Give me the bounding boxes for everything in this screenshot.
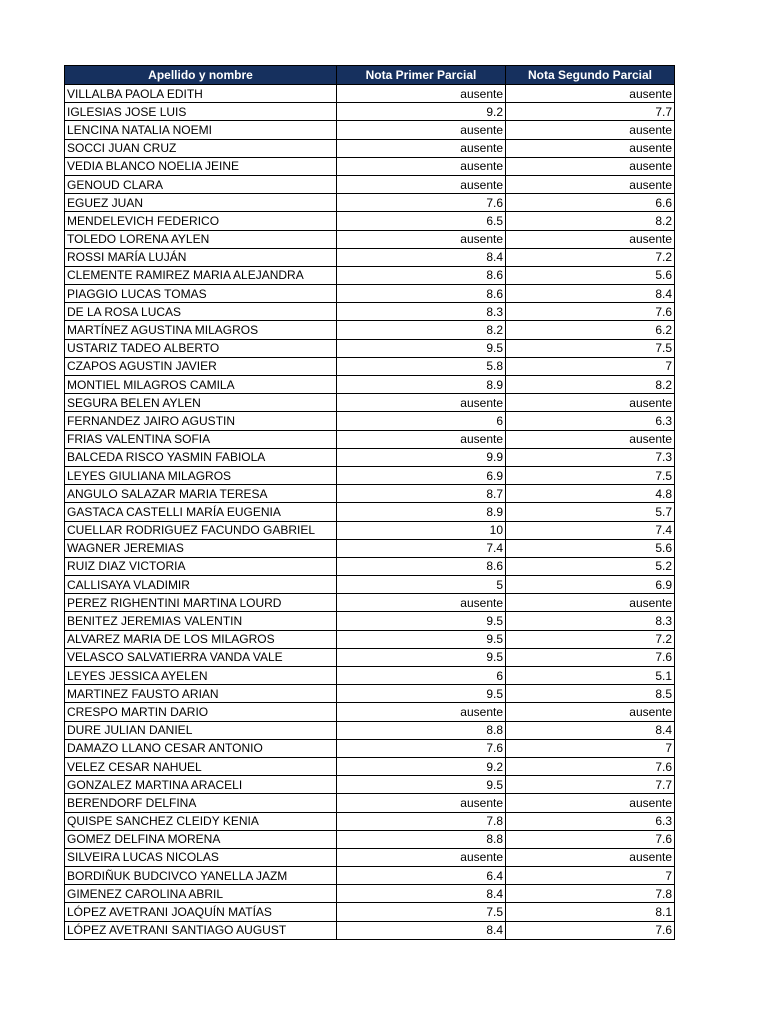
table-row bbox=[65, 139, 675, 157]
table-row bbox=[65, 394, 675, 412]
first-exam-grade-cell: ausente bbox=[337, 85, 506, 103]
table-row bbox=[65, 85, 675, 103]
student-name-cell: WAGNER JEREMIAS bbox=[65, 539, 337, 557]
table-row bbox=[65, 430, 675, 448]
second-exam-grade-cell: 7.5 bbox=[506, 466, 675, 484]
student-name-cell: ALVAREZ MARIA DE LOS MILAGROS bbox=[65, 630, 337, 648]
second-exam-grade-cell: 7.5 bbox=[506, 339, 675, 357]
student-name-cell: BENITEZ JEREMIAS VALENTIN bbox=[65, 612, 337, 630]
table-row bbox=[65, 321, 675, 339]
second-exam-grade-cell: 8.5 bbox=[506, 685, 675, 703]
table-row bbox=[65, 648, 675, 666]
second-exam-grade-cell: 7.6 bbox=[506, 921, 675, 939]
student-name-cell: MENDELEVICH FEDERICO bbox=[65, 212, 337, 230]
table-row bbox=[65, 812, 675, 830]
second-exam-grade-cell: 8.1 bbox=[506, 903, 675, 921]
second-exam-grade-cell: 7.7 bbox=[506, 103, 675, 121]
second-exam-grade-cell: 5.2 bbox=[506, 557, 675, 575]
first-exam-grade-cell: 10 bbox=[337, 521, 506, 539]
student-name-cell: VELEZ CESAR NAHUEL bbox=[65, 757, 337, 775]
second-exam-grade-cell: 7 bbox=[506, 739, 675, 757]
table-row bbox=[65, 194, 675, 212]
student-name-cell: VEDIA BLANCO NOELIA JEINE bbox=[65, 157, 337, 175]
second-exam-grade-cell: 7 bbox=[506, 867, 675, 885]
first-exam-grade-cell: ausente bbox=[337, 430, 506, 448]
first-exam-grade-cell: 8.6 bbox=[337, 266, 506, 284]
table-row bbox=[65, 285, 675, 303]
student-name-cell: CRESPO MARTIN DARIO bbox=[65, 703, 337, 721]
header-row bbox=[65, 66, 675, 85]
table-row bbox=[65, 303, 675, 321]
second-exam-grade-cell: 7.8 bbox=[506, 885, 675, 903]
first-exam-grade-cell: 8.7 bbox=[337, 485, 506, 503]
first-exam-grade-cell: ausente bbox=[337, 848, 506, 866]
table-row bbox=[65, 212, 675, 230]
first-exam-grade-cell: ausente bbox=[337, 794, 506, 812]
second-exam-grade-cell: 7.7 bbox=[506, 776, 675, 794]
second-exam-grade-cell: 8.4 bbox=[506, 721, 675, 739]
first-exam-grade-cell: 5 bbox=[337, 576, 506, 594]
first-exam-grade-cell: 8.8 bbox=[337, 721, 506, 739]
student-name-cell: PIAGGIO LUCAS TOMAS bbox=[65, 285, 337, 303]
second-exam-grade-cell: 5.1 bbox=[506, 667, 675, 685]
second-exam-grade-cell: ausente bbox=[506, 594, 675, 612]
student-name-cell: SEGURA BELEN AYLEN bbox=[65, 394, 337, 412]
first-exam-grade-cell: 8.4 bbox=[337, 921, 506, 939]
table-row bbox=[65, 503, 675, 521]
first-exam-grade-cell: ausente bbox=[337, 703, 506, 721]
column-header-name: Apellido y nombre bbox=[65, 66, 337, 85]
table-row bbox=[65, 448, 675, 466]
column-header-second-exam: Nota Segundo Parcial bbox=[506, 66, 675, 85]
column-header-first-exam: Nota Primer Parcial bbox=[337, 66, 506, 85]
second-exam-grade-cell: ausente bbox=[506, 794, 675, 812]
first-exam-grade-cell: ausente bbox=[337, 394, 506, 412]
table-row bbox=[65, 903, 675, 921]
second-exam-grade-cell: ausente bbox=[506, 121, 675, 139]
table-row bbox=[65, 357, 675, 375]
second-exam-grade-cell: 7.2 bbox=[506, 248, 675, 266]
table-row bbox=[65, 667, 675, 685]
first-exam-grade-cell: 7.4 bbox=[337, 539, 506, 557]
second-exam-grade-cell: 6.2 bbox=[506, 321, 675, 339]
first-exam-grade-cell: 6.5 bbox=[337, 212, 506, 230]
student-name-cell: PEREZ RIGHENTINI MARTINA LOURD bbox=[65, 594, 337, 612]
table-row bbox=[65, 339, 675, 357]
student-name-cell: SILVEIRA LUCAS NICOLAS bbox=[65, 848, 337, 866]
table-row bbox=[65, 248, 675, 266]
first-exam-grade-cell: 8.8 bbox=[337, 830, 506, 848]
table-row bbox=[65, 776, 675, 794]
table-row bbox=[65, 157, 675, 175]
first-exam-grade-cell: 9.5 bbox=[337, 339, 506, 357]
table-row bbox=[65, 721, 675, 739]
student-name-cell: LÓPEZ AVETRANI JOAQUÍN MATÍAS bbox=[65, 903, 337, 921]
first-exam-grade-cell: ausente bbox=[337, 157, 506, 175]
first-exam-grade-cell: 9.5 bbox=[337, 648, 506, 666]
second-exam-grade-cell: 6.3 bbox=[506, 412, 675, 430]
student-name-cell: LEYES JESSICA AYELEN bbox=[65, 667, 337, 685]
first-exam-grade-cell: 8.3 bbox=[337, 303, 506, 321]
first-exam-grade-cell: ausente bbox=[337, 139, 506, 157]
table-row bbox=[65, 521, 675, 539]
second-exam-grade-cell: 4.8 bbox=[506, 485, 675, 503]
table-row bbox=[65, 376, 675, 394]
table-row bbox=[65, 103, 675, 121]
table-row bbox=[65, 576, 675, 594]
student-name-cell: BORDIÑUK BUDCIVCO YANELLA JAZM bbox=[65, 867, 337, 885]
table-body bbox=[65, 85, 675, 940]
first-exam-grade-cell: 8.6 bbox=[337, 285, 506, 303]
table-row bbox=[65, 539, 675, 557]
student-name-cell: GOMEZ DELFINA MORENA bbox=[65, 830, 337, 848]
second-exam-grade-cell: 8.4 bbox=[506, 285, 675, 303]
second-exam-grade-cell: 6.3 bbox=[506, 812, 675, 830]
second-exam-grade-cell: 5.6 bbox=[506, 539, 675, 557]
table-row bbox=[65, 175, 675, 193]
student-name-cell: LÓPEZ AVETRANI SANTIAGO AUGUST bbox=[65, 921, 337, 939]
second-exam-grade-cell: 8.2 bbox=[506, 376, 675, 394]
student-name-cell: TOLEDO LORENA AYLEN bbox=[65, 230, 337, 248]
first-exam-grade-cell: 7.8 bbox=[337, 812, 506, 830]
first-exam-grade-cell: 9.5 bbox=[337, 630, 506, 648]
student-name-cell: CLEMENTE RAMIREZ MARIA ALEJANDRA bbox=[65, 266, 337, 284]
first-exam-grade-cell: ausente bbox=[337, 594, 506, 612]
second-exam-grade-cell: ausente bbox=[506, 157, 675, 175]
first-exam-grade-cell: 6 bbox=[337, 667, 506, 685]
first-exam-grade-cell: 6.4 bbox=[337, 867, 506, 885]
second-exam-grade-cell: 7.6 bbox=[506, 303, 675, 321]
table-row bbox=[65, 757, 675, 775]
table-row bbox=[65, 885, 675, 903]
table-row bbox=[65, 412, 675, 430]
second-exam-grade-cell: 7.3 bbox=[506, 448, 675, 466]
student-name-cell: LEYES GIULIANA MILAGROS bbox=[65, 466, 337, 484]
second-exam-grade-cell: 6.6 bbox=[506, 194, 675, 212]
student-name-cell: GIMENEZ CAROLINA ABRIL bbox=[65, 885, 337, 903]
first-exam-grade-cell: 8.6 bbox=[337, 557, 506, 575]
first-exam-grade-cell: 9.5 bbox=[337, 685, 506, 703]
table-header bbox=[65, 66, 675, 85]
second-exam-grade-cell: 7.6 bbox=[506, 648, 675, 666]
second-exam-grade-cell: 7.6 bbox=[506, 757, 675, 775]
first-exam-grade-cell: 8.9 bbox=[337, 376, 506, 394]
second-exam-grade-cell: ausente bbox=[506, 394, 675, 412]
table-row bbox=[65, 848, 675, 866]
student-name-cell: DE LA ROSA LUCAS bbox=[65, 303, 337, 321]
table-row bbox=[65, 739, 675, 757]
student-name-cell: QUISPE SANCHEZ CLEIDY KENIA bbox=[65, 812, 337, 830]
student-name-cell: BALCEDA RISCO YASMIN FABIOLA bbox=[65, 448, 337, 466]
second-exam-grade-cell: ausente bbox=[506, 175, 675, 193]
student-name-cell: RUIZ DIAZ VICTORIA bbox=[65, 557, 337, 575]
first-exam-grade-cell: ausente bbox=[337, 121, 506, 139]
second-exam-grade-cell: 5.7 bbox=[506, 503, 675, 521]
first-exam-grade-cell: 7.6 bbox=[337, 739, 506, 757]
student-name-cell: MONTIEL MILAGROS CAMILA bbox=[65, 376, 337, 394]
first-exam-grade-cell: 8.2 bbox=[337, 321, 506, 339]
table-row bbox=[65, 612, 675, 630]
student-name-cell: MARTÍNEZ AGUSTINA MILAGROS bbox=[65, 321, 337, 339]
student-name-cell: FRIAS VALENTINA SOFIA bbox=[65, 430, 337, 448]
first-exam-grade-cell: 7.5 bbox=[337, 903, 506, 921]
second-exam-grade-cell: 8.2 bbox=[506, 212, 675, 230]
student-name-cell: IGLESIAS JOSE LUIS bbox=[65, 103, 337, 121]
second-exam-grade-cell: ausente bbox=[506, 230, 675, 248]
student-name-cell: CUELLAR RODRIGUEZ FACUNDO GABRIEL bbox=[65, 521, 337, 539]
table-row bbox=[65, 594, 675, 612]
first-exam-grade-cell: 8.4 bbox=[337, 885, 506, 903]
table-row bbox=[65, 921, 675, 939]
table-row bbox=[65, 867, 675, 885]
student-name-cell: DURE JULIAN DANIEL bbox=[65, 721, 337, 739]
student-name-cell: GASTACA CASTELLI MARÍA EUGENIA bbox=[65, 503, 337, 521]
student-name-cell: EGUEZ JUAN bbox=[65, 194, 337, 212]
table-row bbox=[65, 466, 675, 484]
first-exam-grade-cell: 6.9 bbox=[337, 466, 506, 484]
student-name-cell: ROSSI MARÍA LUJÁN bbox=[65, 248, 337, 266]
table-row bbox=[65, 685, 675, 703]
first-exam-grade-cell: 9.9 bbox=[337, 448, 506, 466]
second-exam-grade-cell: 5.6 bbox=[506, 266, 675, 284]
first-exam-grade-cell: 8.4 bbox=[337, 248, 506, 266]
student-name-cell: DAMAZO LLANO CESAR ANTONIO bbox=[65, 739, 337, 757]
second-exam-grade-cell: ausente bbox=[506, 848, 675, 866]
first-exam-grade-cell: 9.2 bbox=[337, 757, 506, 775]
first-exam-grade-cell: ausente bbox=[337, 230, 506, 248]
student-name-cell: CZAPOS AGUSTIN JAVIER bbox=[65, 357, 337, 375]
second-exam-grade-cell: ausente bbox=[506, 139, 675, 157]
table-row bbox=[65, 794, 675, 812]
first-exam-grade-cell: 7.6 bbox=[337, 194, 506, 212]
student-name-cell: VILLALBA PAOLA EDITH bbox=[65, 85, 337, 103]
table-row bbox=[65, 557, 675, 575]
second-exam-grade-cell: 7 bbox=[506, 357, 675, 375]
second-exam-grade-cell: 7.6 bbox=[506, 830, 675, 848]
student-name-cell: FERNANDEZ JAIRO AGUSTIN bbox=[65, 412, 337, 430]
student-name-cell: GENOUD CLARA bbox=[65, 175, 337, 193]
student-name-cell: ANGULO SALAZAR MARIA TERESA bbox=[65, 485, 337, 503]
second-exam-grade-cell: ausente bbox=[506, 430, 675, 448]
student-name-cell: BERENDORF DELFINA bbox=[65, 794, 337, 812]
grades-table bbox=[64, 65, 675, 940]
table-row bbox=[65, 266, 675, 284]
student-name-cell: LENCINA NATALIA NOEMI bbox=[65, 121, 337, 139]
second-exam-grade-cell: ausente bbox=[506, 703, 675, 721]
second-exam-grade-cell: ausente bbox=[506, 85, 675, 103]
student-name-cell: USTARIZ TADEO ALBERTO bbox=[65, 339, 337, 357]
first-exam-grade-cell: 9.5 bbox=[337, 612, 506, 630]
student-name-cell: GONZALEZ MARTINA ARACELI bbox=[65, 776, 337, 794]
table-row bbox=[65, 230, 675, 248]
student-name-cell: VELASCO SALVATIERRA VANDA VALE bbox=[65, 648, 337, 666]
first-exam-grade-cell: ausente bbox=[337, 175, 506, 193]
table-row bbox=[65, 630, 675, 648]
first-exam-grade-cell: 9.5 bbox=[337, 776, 506, 794]
student-name-cell: SOCCI JUAN CRUZ bbox=[65, 139, 337, 157]
table-row bbox=[65, 830, 675, 848]
second-exam-grade-cell: 6.9 bbox=[506, 576, 675, 594]
table-row bbox=[65, 485, 675, 503]
second-exam-grade-cell: 7.2 bbox=[506, 630, 675, 648]
second-exam-grade-cell: 7.4 bbox=[506, 521, 675, 539]
first-exam-grade-cell: 6 bbox=[337, 412, 506, 430]
first-exam-grade-cell: 8.9 bbox=[337, 503, 506, 521]
student-name-cell: CALLISAYA VLADIMIR bbox=[65, 576, 337, 594]
table-row bbox=[65, 121, 675, 139]
student-name-cell: MARTINEZ FAUSTO ARIAN bbox=[65, 685, 337, 703]
table-row bbox=[65, 703, 675, 721]
second-exam-grade-cell: 8.3 bbox=[506, 612, 675, 630]
first-exam-grade-cell: 5.8 bbox=[337, 357, 506, 375]
first-exam-grade-cell: 9.2 bbox=[337, 103, 506, 121]
